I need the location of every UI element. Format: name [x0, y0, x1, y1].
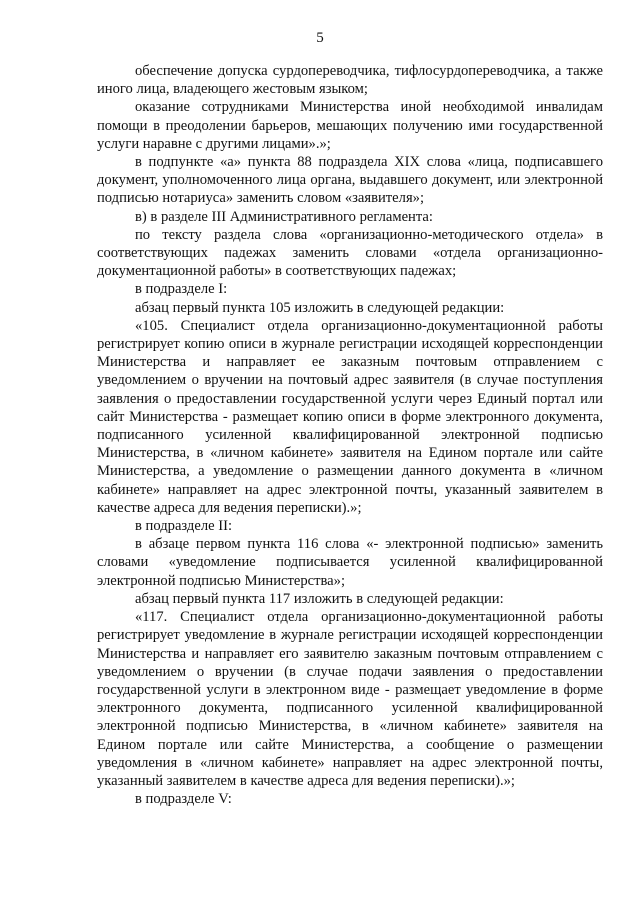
paragraph: «117. Специалист отдела организационно-документационной работы регистрирует уведомление в журнале регистрации исходящей корреспонденции Министерства и направляет его заявителю заказным почтовым отправлением с уведомлением о вручении (в случае подачи заявления о предоставлении государственной услуги в электронном виде - размещает уведомление в форме электронного документа, подписанного усиленной квалифицированной электронной подписью Министерства, в «личном кабинете» заявителя на Едином портале или сайте Министерства, а сообщение о размещении уведомления в «личном кабинете» направляет на адрес электронной почты, указанный заявителем в качестве адреса для ведения переписки).»;	[97, 609, 603, 789]
paragraph: по тексту раздела слова «организационно-методического отдела» в соответствующих падежах заменить словами «отдела организационно-документационной работы» в соответствующих падежах;	[97, 226, 603, 280]
paragraph: в подпункте «а» пункта 88 подраздела XIX слова «лица, подписавшего документ, уполномоченного лица органа, выдавшего документ, или электронной подписью нотариуса» заменить словом «заявителя»;	[97, 154, 603, 207]
page-number: 5	[316, 30, 324, 46]
paragraph: в подразделе V:	[135, 791, 232, 808]
paragraph: в) в разделе III Административного регламента:	[135, 208, 433, 225]
paragraph: оказание сотрудниками Министерства иной необходимой инвалидам помощи в преодолении барьеров, мешающих получению ими государственной услуги наравне с другими лицами».»;	[97, 99, 603, 152]
paragraph: в подразделе II:	[135, 518, 233, 535]
paragraph: «105. Специалист отдела организационно-документационной работы регистрирует копию описи в журнале регистрации исходящей корреспонденции Министерства и направляет ее заказным почтовым отправлением с уведомлением о вручении на почтовый адрес заявителя (в случае поступления заявления о предоставлении государственной услуги через Единый портал или сайт Министерства - размещает копию описи в форме электронного документа, подписанного усиленной квалифицированной электронной подписью Министерства, в «личном кабинете» заявителя на Едином портале или сайте Министерства, а уведомление о размещении данного документа в «личном кабинете» направляет на адрес электронной почты, указанный заявителем в качестве адреса для ведения переписки).»;	[97, 317, 603, 516]
paragraph: обеспечение допуска сурдопереводчика, тифлосурдопереводчика, а также иного лица, владеющего жестовым языком;	[97, 63, 603, 98]
paragraph: в подразделе I:	[135, 281, 228, 298]
paragraph: абзац первый пункта 105 изложить в следующей редакции:	[135, 299, 505, 316]
paragraph: в абзаце первом пункта 116 слова «- электронной подписью» заменить словами «уведомление подписывается усиленной квалифицированной электронной подписью Министерства»;	[97, 536, 603, 589]
document-body	[97, 62, 603, 808]
paragraph: абзац первый пункта 117 изложить в следующей редакции:	[135, 590, 504, 607]
